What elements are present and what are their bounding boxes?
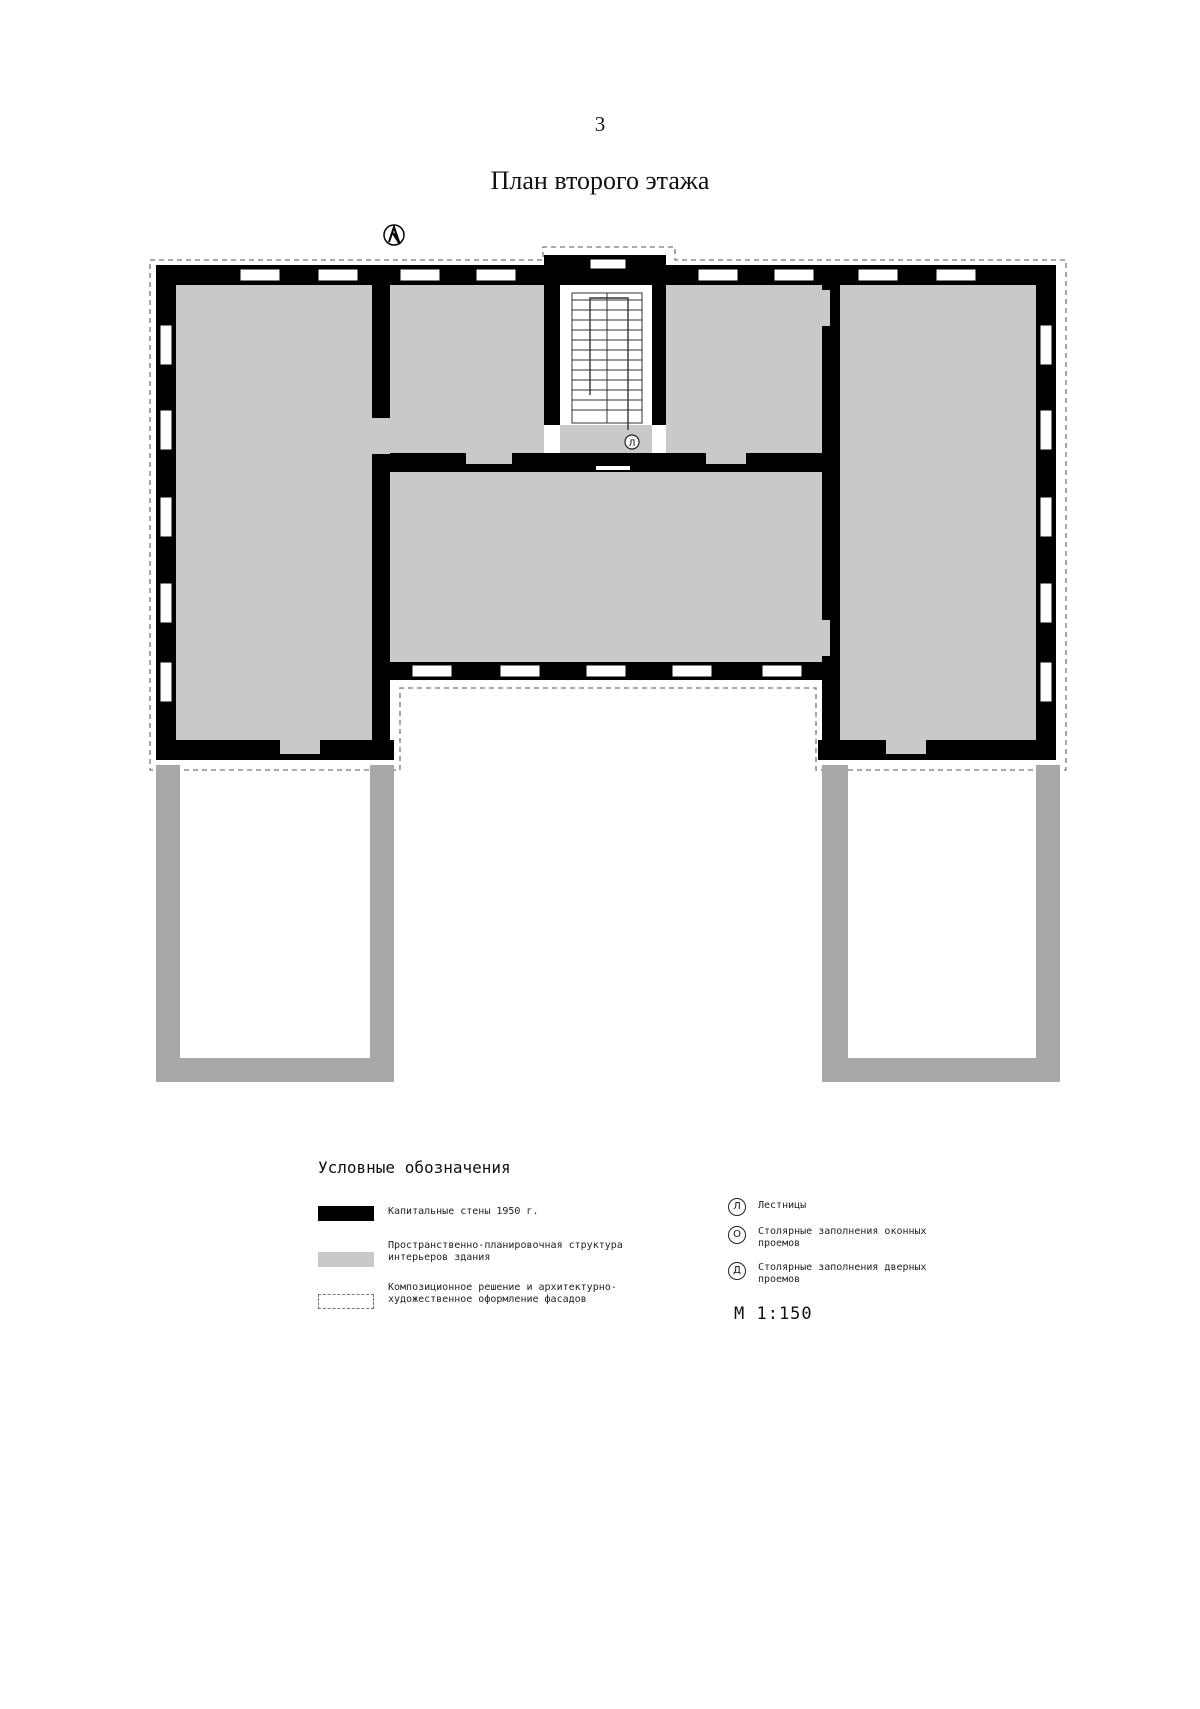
legend-title: Условные обозначения (318, 1158, 511, 1177)
stair-wall-right (652, 255, 666, 425)
wall-inner-right (822, 285, 840, 740)
wall-bottom-left (156, 740, 394, 760)
window-fill-symbol-icon: О (728, 1226, 746, 1244)
hall-center (390, 472, 822, 662)
north-arrow-icon (384, 225, 404, 245)
door-corridor-center (596, 466, 630, 470)
legend-item-capital-walls (318, 1206, 678, 1221)
legend (318, 1158, 927, 1328)
stair-wall-left (544, 255, 560, 425)
page-number: 3 (594, 112, 606, 136)
scale-label: М 1:150 (734, 1304, 813, 1324)
room-right (840, 285, 1036, 740)
legend-text: Пространственно-планировочная структура интерьеров здания (388, 1240, 623, 1263)
stairs-symbol-icon: Л (728, 1198, 746, 1216)
staircase (572, 293, 642, 430)
legend-symbol-doors (728, 1262, 938, 1286)
door-fill-symbol-icon: Д (728, 1262, 746, 1280)
black-fill-swatch (318, 1206, 374, 1221)
legend-symbol-text: Столярные заполнения оконных проемов (758, 1226, 927, 1249)
wing-left (156, 765, 394, 1082)
legend-symbol-text: Столярные заполнения дверных проемов (758, 1262, 927, 1285)
wall-bottom-right (818, 740, 1056, 760)
wall-inner-left (372, 285, 390, 740)
stair-marker-label: Л (628, 439, 636, 449)
dashed-outline-swatch (318, 1294, 374, 1309)
legend-symbol-text: Лестницы (758, 1200, 807, 1211)
room-left (176, 285, 372, 740)
room-center-top-right (666, 285, 822, 453)
legend-text: Капитальные стены 1950 г. (388, 1206, 539, 1217)
legend-symbol-windows (728, 1226, 938, 1250)
wing-right (822, 765, 1060, 1082)
legend-item-facades (318, 1282, 678, 1309)
gray-fill-swatch (318, 1252, 374, 1267)
plan-title: План второго этажа (490, 166, 710, 195)
legend-text: Композиционное решение и архитектурно-художественное оформление фасадов (388, 1282, 617, 1305)
room-center-top-left (390, 285, 544, 453)
legend-item-interior-structure (318, 1240, 678, 1267)
legend-symbol-stairs (728, 1198, 938, 1216)
